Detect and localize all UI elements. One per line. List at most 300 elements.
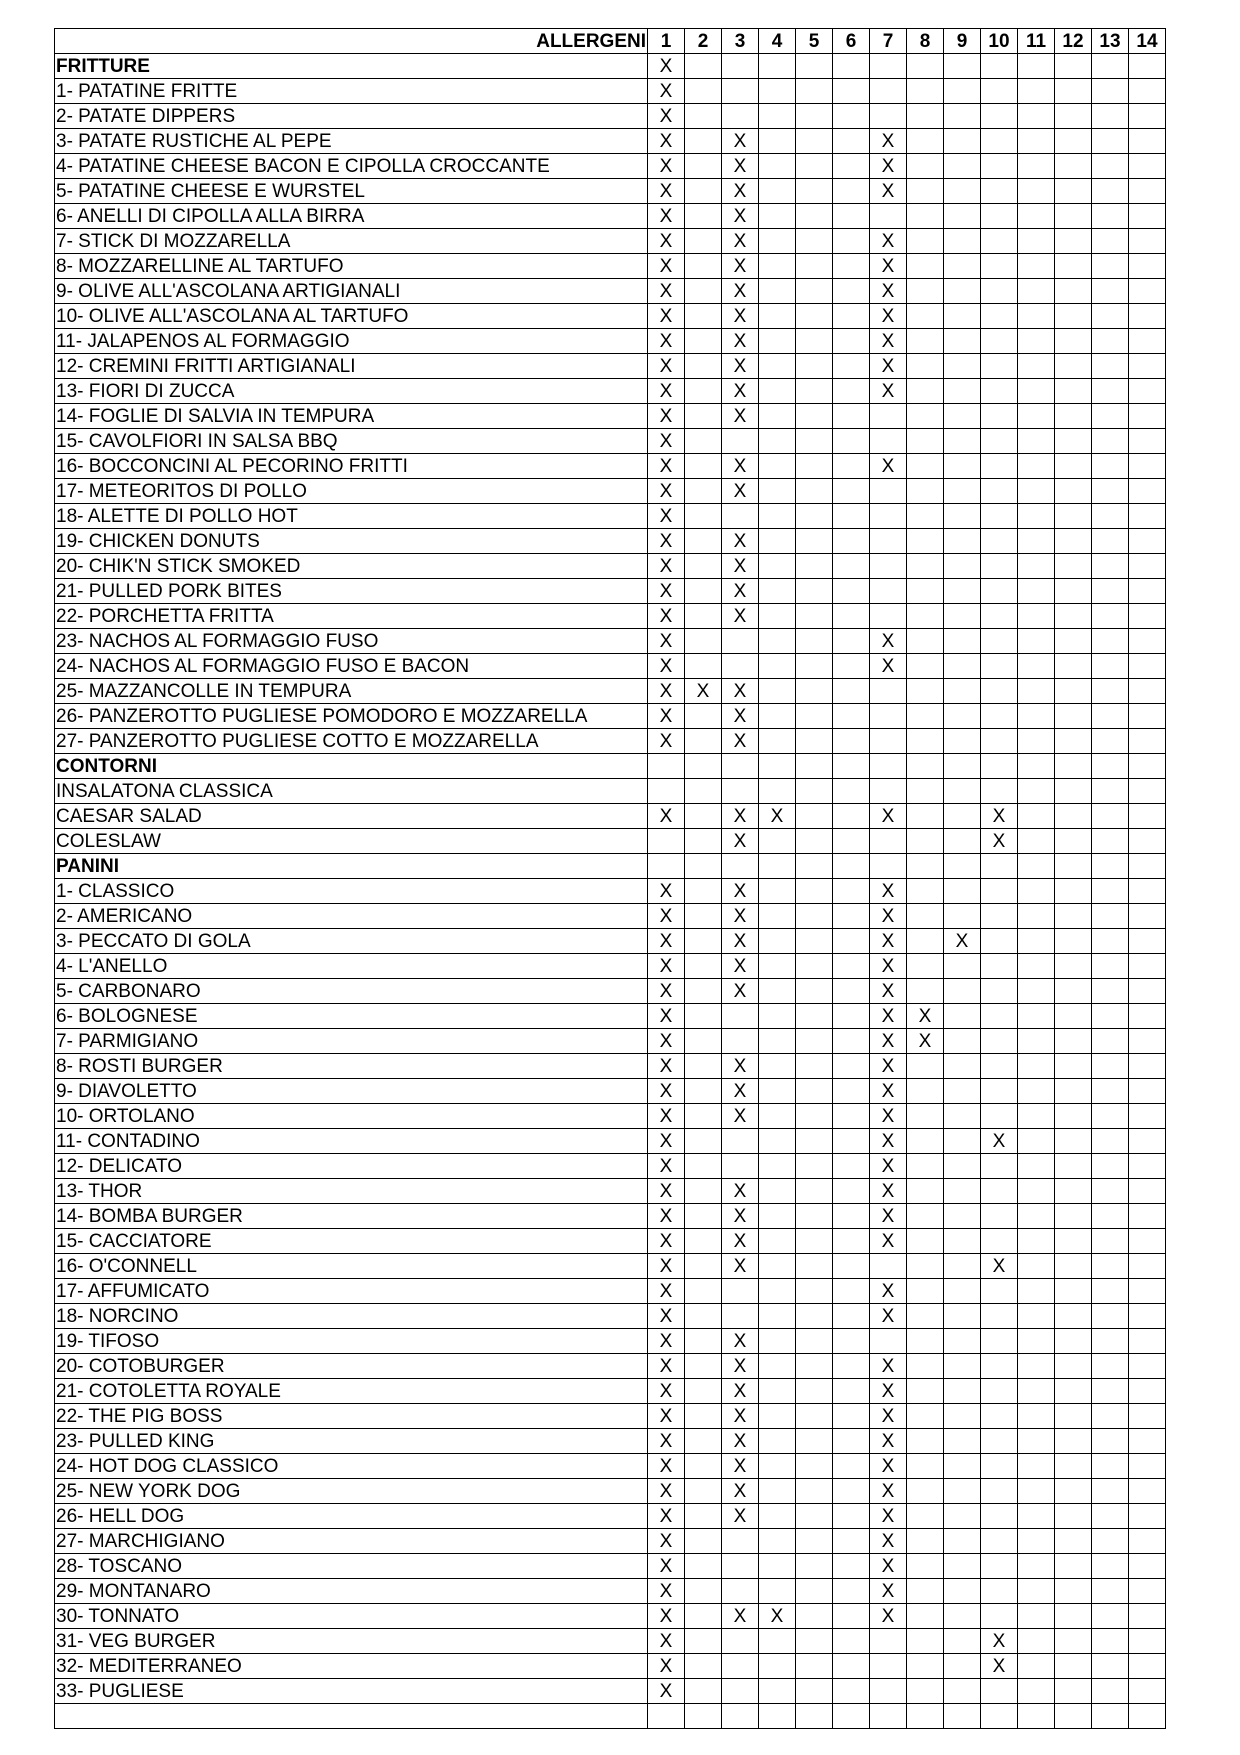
allergen-cell (981, 654, 1018, 679)
dish-name: 2- AMERICANO (55, 904, 648, 929)
allergen-cell (759, 554, 796, 579)
allergen-cell (722, 104, 759, 129)
allergen-cell (1092, 1179, 1129, 1204)
allergen-cell (1129, 1354, 1166, 1379)
allergen-number-header: 8 (907, 29, 944, 54)
dish-name: 8- ROSTI BURGER (55, 1054, 648, 1079)
allergen-cell (1129, 954, 1166, 979)
allergen-cell: X (722, 1429, 759, 1454)
allergen-cell (981, 204, 1018, 229)
allergen-cell (1129, 1129, 1166, 1154)
allergen-cell (1092, 329, 1129, 354)
dish-name: 13- THOR (55, 1179, 648, 1204)
allergen-cell (796, 1029, 833, 1054)
allergen-cell (1129, 429, 1166, 454)
allergen-cell (685, 329, 722, 354)
allergen-cell (685, 904, 722, 929)
allergen-cell (981, 1079, 1018, 1104)
allergen-cell (1018, 354, 1055, 379)
table-row (55, 1404, 1166, 1429)
allergen-cell (1129, 1004, 1166, 1029)
allergen-cell (759, 1479, 796, 1504)
allergen-cell (1129, 1054, 1166, 1079)
allergen-cell (944, 1404, 981, 1429)
allergen-cell (907, 1454, 944, 1479)
allergen-cell (1055, 1029, 1092, 1054)
allergen-cell (1055, 1229, 1092, 1254)
allergen-cell (722, 1579, 759, 1604)
dish-name: 33- PUGLIESE (55, 1679, 648, 1704)
allergen-cell (759, 1079, 796, 1104)
allergen-cell (1055, 1329, 1092, 1354)
table-row (55, 1429, 1166, 1454)
allergen-cell (1055, 954, 1092, 979)
allergen-cell (685, 1504, 722, 1529)
allergen-cell (1092, 879, 1129, 904)
dish-name: 11- JALAPENOS AL FORMAGGIO (55, 329, 648, 354)
allergen-cell (1018, 1679, 1055, 1704)
allergen-cell (759, 979, 796, 1004)
allergen-number-header: 12 (1055, 29, 1092, 54)
allergen-cell (944, 604, 981, 629)
allergen-cell (944, 454, 981, 479)
allergen-number-header: 5 (796, 29, 833, 54)
allergen-cell: X (870, 1404, 907, 1429)
allergen-cell (944, 779, 981, 804)
allergen-cell (870, 554, 907, 579)
allergen-cell (759, 779, 796, 804)
allergen-cell (759, 1379, 796, 1404)
allergen-cell (759, 1054, 796, 1079)
allergen-cell (1092, 429, 1129, 454)
allergen-cell (1055, 554, 1092, 579)
allergen-cell: X (722, 329, 759, 354)
allergen-cell (759, 1354, 796, 1379)
allergen-cell (981, 1204, 1018, 1229)
allergen-cell: X (722, 1254, 759, 1279)
allergen-cell (907, 329, 944, 354)
allergen-cell (1092, 1279, 1129, 1304)
allergen-cell: X (648, 1229, 685, 1254)
allergen-cell: X (648, 604, 685, 629)
allergen-cell (833, 904, 870, 929)
allergen-cell (1092, 1529, 1129, 1554)
allergen-cell (1018, 1604, 1055, 1629)
allergen-cell (944, 1129, 981, 1154)
allergen-cell: X (722, 1204, 759, 1229)
allergen-cell (907, 429, 944, 454)
allergen-cell: X (722, 1504, 759, 1529)
allergen-cell (833, 779, 870, 804)
allergen-cell (1092, 604, 1129, 629)
allergen-cell (796, 529, 833, 554)
allergen-cell: X (648, 1204, 685, 1229)
allergen-cell: X (648, 804, 685, 829)
dish-name: 2- PATATE DIPPERS (55, 104, 648, 129)
allergen-cell (833, 579, 870, 604)
table-row (55, 79, 1166, 104)
table-row (55, 954, 1166, 979)
allergen-cell (944, 1529, 981, 1554)
allergen-cell (944, 954, 981, 979)
allergen-cell (944, 854, 981, 879)
allergen-cell (1092, 1629, 1129, 1654)
allergen-cell (1129, 54, 1166, 79)
table-row (55, 829, 1166, 854)
allergen-cell (907, 704, 944, 729)
allergen-cell (944, 1504, 981, 1529)
allergen-cell (685, 954, 722, 979)
allergen-cell: X (648, 1404, 685, 1429)
dish-name: 27- MARCHIGIANO (55, 1529, 648, 1554)
allergen-cell (870, 54, 907, 79)
allergen-cell (685, 354, 722, 379)
allergen-cell (1055, 1704, 1092, 1729)
allergen-cell (907, 1254, 944, 1279)
allergen-cell (1129, 729, 1166, 754)
allergen-cell (907, 554, 944, 579)
allergen-cell (1018, 1504, 1055, 1529)
allergen-cell: X (722, 1404, 759, 1429)
allergen-cell (685, 654, 722, 679)
allergen-cell: X (722, 554, 759, 579)
allergen-cell: X (648, 529, 685, 554)
allergen-cell: X (870, 1379, 907, 1404)
allergen-cell (1092, 929, 1129, 954)
allergen-cell (796, 104, 833, 129)
allergen-cell (944, 279, 981, 304)
allergen-cell (833, 454, 870, 479)
allergen-cell (1055, 104, 1092, 129)
allergen-cell: X (870, 1454, 907, 1479)
allergen-cell (1055, 1204, 1092, 1229)
table-row (55, 529, 1166, 554)
allergen-cell (1018, 404, 1055, 429)
allergen-cell (907, 929, 944, 954)
allergen-cell (907, 904, 944, 929)
dish-name: 7- PARMIGIANO (55, 1029, 648, 1054)
allergen-cell (1055, 479, 1092, 504)
allergen-cell (685, 1204, 722, 1229)
allergen-cell: X (648, 1279, 685, 1304)
allergen-cell (833, 629, 870, 654)
allergen-number-header: 3 (722, 29, 759, 54)
allergen-cell (1129, 779, 1166, 804)
allergen-cell: X (722, 404, 759, 429)
table-row (55, 1304, 1166, 1329)
allergen-cell (870, 1704, 907, 1729)
allergen-cell: X (870, 154, 907, 179)
allergen-cell (1092, 904, 1129, 929)
allergen-cell (1092, 504, 1129, 529)
allergen-cell (907, 1129, 944, 1154)
allergen-cell: X (648, 629, 685, 654)
allergen-cell (1018, 1204, 1055, 1229)
allergen-cell (870, 404, 907, 429)
table-body (55, 54, 1166, 1729)
allergen-cell (1055, 579, 1092, 604)
allergen-cell (907, 879, 944, 904)
allergen-cell (796, 1179, 833, 1204)
allergen-cell (685, 879, 722, 904)
table-row (55, 1604, 1166, 1629)
allergen-cell (833, 1104, 870, 1129)
allergen-cell (722, 1154, 759, 1179)
allergen-cell (833, 1029, 870, 1054)
allergen-cell (685, 379, 722, 404)
allergen-cell (759, 329, 796, 354)
section-row (55, 54, 1166, 79)
allergen-cell: X (722, 679, 759, 704)
allergen-cell (1129, 529, 1166, 554)
allergen-cell (759, 654, 796, 679)
allergen-cell: X (907, 1004, 944, 1029)
allergen-cell (870, 1254, 907, 1279)
allergen-cell (1092, 304, 1129, 329)
allergen-cell (907, 1279, 944, 1304)
allergen-cell (759, 354, 796, 379)
table-row (55, 354, 1166, 379)
allergen-cell (685, 1079, 722, 1104)
allergen-cell (648, 854, 685, 879)
allergen-cell (870, 479, 907, 504)
allergen-cell (833, 1654, 870, 1679)
allergen-number-header: 13 (1092, 29, 1129, 54)
allergen-cell (796, 929, 833, 954)
allergen-cell (833, 204, 870, 229)
allergen-cell: X (722, 229, 759, 254)
allergen-cell (759, 1204, 796, 1229)
allergen-cell (944, 479, 981, 504)
allergen-cell (944, 304, 981, 329)
allergen-cell (833, 1429, 870, 1454)
allergen-cell (759, 229, 796, 254)
allergen-cell: X (981, 829, 1018, 854)
allergen-cell: X (722, 529, 759, 554)
allergen-cell (1018, 979, 1055, 1004)
allergen-cell (796, 1579, 833, 1604)
allergen-cell (685, 404, 722, 429)
allergen-cell (944, 1604, 981, 1629)
allergen-cell (722, 1654, 759, 1679)
allergen-cell (1092, 754, 1129, 779)
allergen-cell (1129, 804, 1166, 829)
allergen-cell (796, 54, 833, 79)
allergen-cell: X (981, 1654, 1018, 1679)
allergen-cell (907, 1329, 944, 1354)
table-row (55, 504, 1166, 529)
allergen-cell (944, 1079, 981, 1104)
allergen-cell (1129, 1554, 1166, 1579)
allergen-cell: X (648, 1054, 685, 1079)
allergen-cell (1018, 654, 1055, 679)
allergen-cell (833, 379, 870, 404)
dish-name: 15- CACCIATORE (55, 1229, 648, 1254)
allergen-cell (907, 979, 944, 1004)
allergen-cell (1018, 1654, 1055, 1679)
allergen-cell (907, 654, 944, 679)
allergen-cell (759, 1629, 796, 1654)
allergen-cell (907, 1504, 944, 1529)
allergen-cell (833, 1504, 870, 1529)
allergen-cell (759, 54, 796, 79)
allergen-cell (1092, 479, 1129, 504)
allergen-cell (1129, 279, 1166, 304)
allergen-cell (1018, 54, 1055, 79)
allergen-cell (685, 1329, 722, 1354)
allergen-cell (1092, 1679, 1129, 1704)
allergen-cell (1129, 1329, 1166, 1354)
allergen-cell (907, 1379, 944, 1404)
allergen-cell (796, 654, 833, 679)
section-row (55, 854, 1166, 879)
allergen-cell (1018, 1704, 1055, 1729)
allergen-cell (685, 1429, 722, 1454)
table-row (55, 1004, 1166, 1029)
dish-name: COLESLAW (55, 829, 648, 854)
allergen-cell (759, 954, 796, 979)
allergen-cell: X (648, 1029, 685, 1054)
allergen-cell (833, 179, 870, 204)
allergen-number-header: 1 (648, 29, 685, 54)
allergen-cell: X (648, 654, 685, 679)
table-row (55, 1354, 1166, 1379)
allergen-cell (1092, 704, 1129, 729)
dish-name: 20- COTOBURGER (55, 1354, 648, 1379)
allergen-cell (944, 354, 981, 379)
table-row (55, 1254, 1166, 1279)
allergen-cell (1129, 229, 1166, 254)
allergen-cell: X (722, 129, 759, 154)
dish-name: 3- PECCATO DI GOLA (55, 929, 648, 954)
table-row (55, 1554, 1166, 1579)
allergen-cell (796, 1229, 833, 1254)
allergen-cell: X (870, 1154, 907, 1179)
allergen-cell (1055, 204, 1092, 229)
dish-name: 14- BOMBA BURGER (55, 1204, 648, 1229)
dish-name: 22- THE PIG BOSS (55, 1404, 648, 1429)
dish-name: 6- BOLOGNESE (55, 1004, 648, 1029)
allergen-cell (944, 1329, 981, 1354)
allergen-cell (907, 579, 944, 604)
allergen-cell (833, 979, 870, 1004)
allergen-cell (981, 129, 1018, 154)
allergen-cell (944, 904, 981, 929)
allergen-cell (1055, 854, 1092, 879)
allergen-cell (685, 229, 722, 254)
allergen-cell (833, 1679, 870, 1704)
allergen-cell (1092, 1404, 1129, 1429)
allergen-cell (796, 79, 833, 104)
allergen-cell (1018, 1029, 1055, 1054)
allergen-cell (1055, 379, 1092, 404)
allergen-cell (870, 1654, 907, 1679)
allergen-cell (1055, 604, 1092, 629)
allergen-cell (1129, 1504, 1166, 1529)
allergen-cell (1129, 1029, 1166, 1054)
allergen-cell: X (722, 454, 759, 479)
allergen-cell (685, 1529, 722, 1554)
allergen-cell (907, 404, 944, 429)
allergen-cell (907, 1704, 944, 1729)
allergen-cell (1055, 1454, 1092, 1479)
dish-name: 8- MOZZARELLINE AL TARTUFO (55, 254, 648, 279)
allergen-cell (907, 204, 944, 229)
allergen-cell (870, 1329, 907, 1354)
allergen-cell (1129, 554, 1166, 579)
dish-name: 18- NORCINO (55, 1304, 648, 1329)
allergen-cell (759, 204, 796, 229)
allergen-cell (1055, 754, 1092, 779)
allergen-cell (1018, 1129, 1055, 1154)
allergen-cell (685, 829, 722, 854)
allergen-cell (981, 1504, 1018, 1529)
allergen-cell: X (648, 1604, 685, 1629)
allergen-cell (1092, 529, 1129, 554)
allergen-cell: X (648, 929, 685, 954)
allergen-cell (944, 1454, 981, 1479)
allergen-cell (1092, 1579, 1129, 1604)
allergen-cell (796, 304, 833, 329)
allergen-cell (1092, 1454, 1129, 1479)
allergen-cell: X (722, 254, 759, 279)
allergen-cell (833, 704, 870, 729)
allergen-cell (1018, 154, 1055, 179)
allergen-cell (833, 1154, 870, 1179)
allergen-cell (722, 1279, 759, 1304)
allergen-cell: X (870, 1504, 907, 1529)
allergen-cell (907, 1554, 944, 1579)
allergen-cell (907, 854, 944, 879)
allergen-cell: X (648, 1179, 685, 1204)
allergen-cell (1092, 829, 1129, 854)
allergen-cell (1129, 1229, 1166, 1254)
allergen-cell (759, 1704, 796, 1729)
table-row (55, 479, 1166, 504)
allergen-cell: X (648, 1254, 685, 1279)
dish-name: 4- PATATINE CHEESE BACON E CIPOLLA CROCCANTE (55, 154, 648, 179)
allergen-cell (833, 1554, 870, 1579)
allergen-cell: X (722, 304, 759, 329)
allergen-cell (907, 279, 944, 304)
allergen-cell: X (722, 1179, 759, 1204)
allergen-cell (1092, 1654, 1129, 1679)
allergen-cell (1129, 1179, 1166, 1204)
allergen-cell (1055, 1304, 1092, 1329)
allergen-cell (759, 1029, 796, 1054)
allergen-cell (833, 754, 870, 779)
allergen-cell (870, 104, 907, 129)
allergen-cell (833, 329, 870, 354)
dish-name: 12- CREMINI FRITTI ARTIGIANALI (55, 354, 648, 379)
allergen-cell (759, 479, 796, 504)
allergen-cell (685, 529, 722, 554)
allergen-cell: X (870, 454, 907, 479)
allergen-cell (685, 129, 722, 154)
allergen-cell (759, 1329, 796, 1354)
allergen-cell (907, 379, 944, 404)
allergen-cell (685, 1554, 722, 1579)
allergen-cell (907, 354, 944, 379)
allergen-cell (833, 104, 870, 129)
table-row (55, 1204, 1166, 1229)
allergen-cell (833, 154, 870, 179)
allergen-cell (685, 629, 722, 654)
allergen-cell (907, 1429, 944, 1454)
table-row (55, 129, 1166, 154)
allergen-cell (944, 1704, 981, 1729)
allergen-cell (796, 1679, 833, 1704)
